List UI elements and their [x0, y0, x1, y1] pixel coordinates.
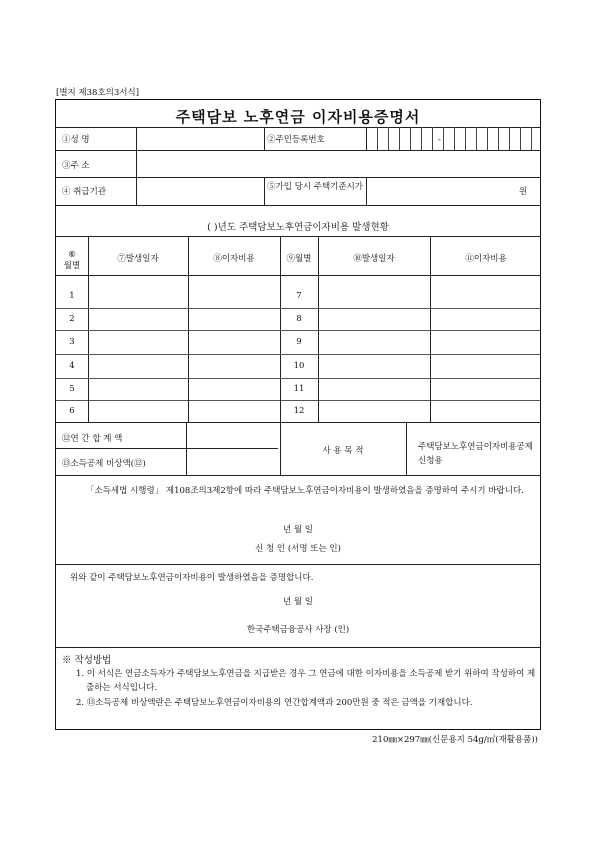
deduction-label: ⑬소득공제 비상액(⑫) [62, 459, 146, 469]
month-cell: 12 [293, 406, 305, 416]
month-cell: 10 [293, 361, 305, 371]
col-interest: ⑧이자비용 [213, 254, 255, 264]
instruction-item-1: 1. 이 서식은 연금소득자가 주택담보노후연금을 지급받은 경우 그 연금에 대한 이자비용을 소득공제 받기 위하여 작성하여 제출하는 서식입니다. [76, 669, 536, 693]
month-cell: 8 [296, 314, 302, 324]
price-label: ⑤가입 당시 주택기준시가 [267, 182, 364, 192]
col-month2: ⑨월별 [286, 254, 312, 264]
month-cell: 7 [296, 291, 302, 301]
paper-size-note: 210㎜×297㎜(신문용지 54g/㎡(재활용품)) [372, 735, 538, 745]
price-field[interactable] [367, 178, 527, 205]
month-cell: 9 [296, 337, 302, 347]
price-unit: 원 [519, 187, 528, 197]
section-title: ( )년도 주택담보노후연금이자비용 발생현황 [207, 222, 389, 233]
month-cell: 11 [293, 384, 305, 394]
certification-text: 위와 같이 주택담보노후연금이자비용이 발생하였음을 증명합니다. [70, 573, 314, 583]
rrn-label: ②주민등록번호 [267, 135, 325, 145]
application-date: 년 월 일 [282, 525, 314, 535]
col-date: ⑦발생일자 [117, 254, 159, 264]
col-date2: ⑩발생일자 [353, 254, 395, 264]
address-label: ③주 소 [62, 161, 90, 171]
applicant-line[interactable]: 신 청 인 (서명 또는 인) [255, 544, 341, 554]
purpose-value: 주택담보노후연금이자비용공제 신청용 [418, 442, 533, 466]
instructions-heading: ※ 작성방법 [62, 655, 112, 666]
form-title: 주택담보 노후연금 이자비용증명서 [175, 108, 421, 126]
issuer-line: 한국주택금융공사 사장 (인) [246, 625, 350, 635]
annual-total-field[interactable] [187, 423, 280, 448]
certification-date: 년 월 일 [282, 597, 314, 607]
address-field[interactable] [137, 151, 542, 177]
form-reference: [별지 제38호의3서식] [56, 88, 140, 98]
month-cell: 4 [69, 361, 75, 371]
name-field[interactable] [137, 128, 264, 150]
col-month: ⑥ 월별 [63, 250, 81, 271]
rrn-dash: - [438, 135, 441, 145]
institution-label: ④ 취급기관 [62, 187, 107, 197]
name-label: ①성 명 [62, 135, 90, 145]
month-cell: 5 [69, 384, 75, 394]
purpose-label: 사 용 목 적 [322, 446, 364, 456]
month-cell: 6 [69, 406, 75, 416]
institution-field[interactable] [137, 178, 264, 205]
col-interest2: ⑪이자비용 [465, 254, 507, 264]
certificate-form [55, 99, 541, 730]
application-text: 「소득세법 시행령」 제108조의3제2항에 따라 주택담보노후연금이자비용이 발생하였음을 증명하여 주시기 바랍니다. [86, 486, 524, 496]
instruction-item-2: 2. ⑬소득공제 비상액란은 주택담보노후연금이자비용의 연간합계액과 200만원 중 적은 금액을 기재합니다. [76, 698, 473, 708]
month-cell: 1 [69, 291, 75, 301]
month-cell: 3 [69, 337, 75, 347]
deduction-field[interactable] [187, 449, 280, 474]
annual-total-label: ⑫연 간 합 계 액 [62, 434, 123, 444]
month-cell: 2 [69, 314, 75, 324]
rrn-field[interactable] [366, 127, 542, 150]
